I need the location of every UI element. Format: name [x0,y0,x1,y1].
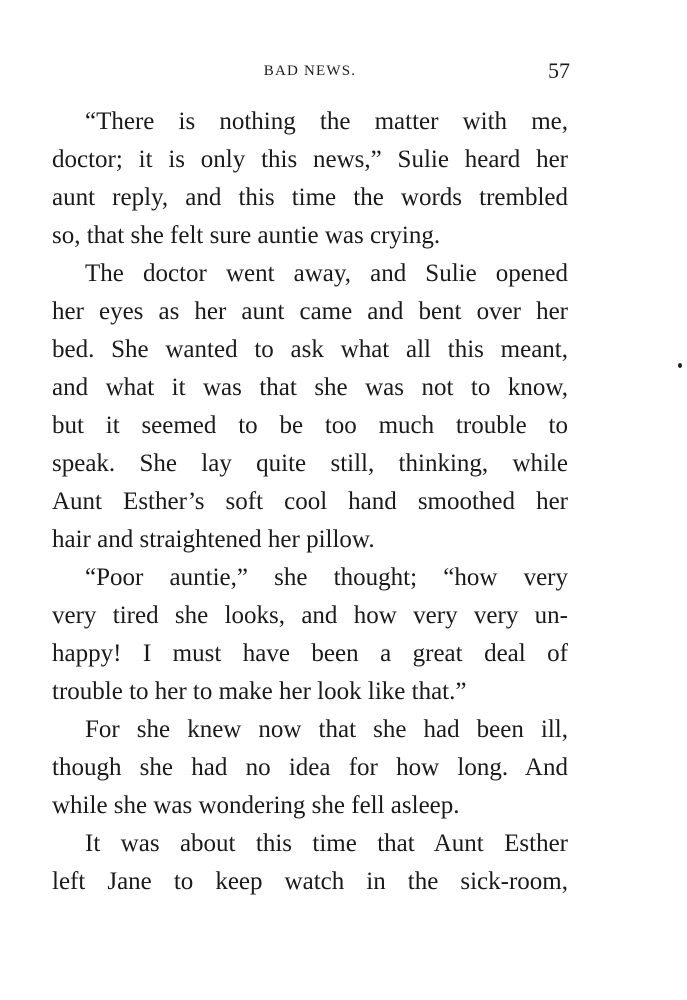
body-text [52,103,568,901]
text-line: while she was wondering she fell asleep. [52,792,460,819]
text-line: speak. She lay quite still, thinking, while [52,450,568,477]
text-line: happy! I must have been a great deal of [52,640,568,667]
paragraph [52,255,568,559]
text-line: her eyes as her aunt came and bent over her [52,298,568,325]
paragraph [52,825,568,901]
ink-speck [678,363,682,368]
paragraph [52,103,568,255]
text-line: “Poor auntie,” she thought; “how very [85,564,568,591]
text-line: “There is nothing the matter with me, [85,108,568,135]
text-line: trouble to her to make her look like that.” [52,678,467,705]
text-line: but it seemed to be too much trouble to [52,412,568,439]
running-title: BAD NEWS. [263,63,357,79]
text-line: The doctor went away, and Sulie opened [85,260,568,287]
page-number: 57 [548,58,570,83]
text-line: Aunt Esther’s soft cool hand smoothed her [52,488,568,515]
text-line: bed. She wanted to ask what all this meant, [52,336,568,363]
text-line: very tired she looks, and how very very un- [52,602,568,629]
text-line: left Jane to keep watch in the sick-room, [52,868,568,895]
running-head [52,60,568,90]
paragraph [52,559,568,711]
text-line: and what it was that she was not to know, [52,374,568,401]
text-line: aunt reply, and this time the words trembled [52,184,568,211]
text-line: For she knew now that she had been ill, [85,716,568,743]
text-line: so, that she felt sure auntie was crying. [52,222,441,249]
text-line: though she had no idea for how long. And [52,754,568,781]
text-line: hair and straightened her pillow. [52,526,375,553]
text-line: doctor; it is only this news,” Sulie heard her [52,146,568,173]
text-line: It was about this time that Aunt Esther [85,830,568,857]
paragraph [52,711,568,825]
